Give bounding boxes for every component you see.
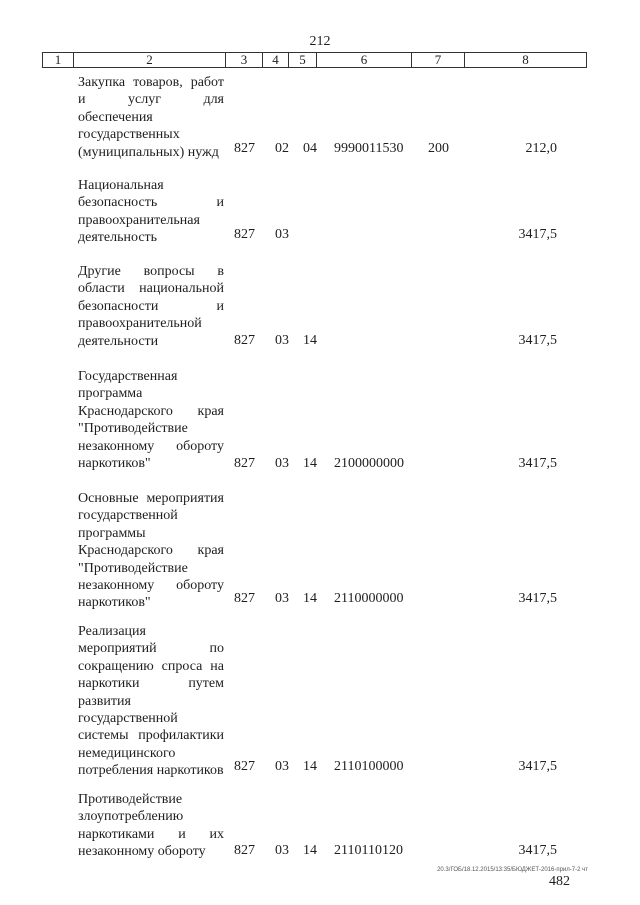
row-amount: 3417,5 <box>518 843 557 858</box>
row-amount: 3417,5 <box>518 759 557 774</box>
row-rz: 03 <box>275 591 289 606</box>
row-vr: 200 <box>428 141 449 156</box>
table-header <box>42 52 587 68</box>
row-pr: 04 <box>303 141 317 156</box>
row-ved: 827 <box>234 591 255 606</box>
row-rz: 02 <box>275 141 289 156</box>
sheet-number: 482 <box>549 874 570 889</box>
row-amount: 3417,5 <box>518 333 557 348</box>
header-col-6: 6 <box>317 53 412 67</box>
row-name: Национальная безопасность и правоохранительная деятельность <box>78 178 224 246</box>
row-ved: 827 <box>234 141 255 156</box>
header-col-2: 2 <box>74 53 226 67</box>
row-rz: 03 <box>275 759 289 774</box>
header-col-7: 7 <box>412 53 465 67</box>
row-csr: 2110000000 <box>334 591 404 606</box>
row-csr: 9990011530 <box>334 141 404 156</box>
row-name: Основные мероприятия государственной программы Краснодарского края "Противодействие незаконному обороту наркотиков" <box>78 491 224 611</box>
row-csr: 2100000000 <box>334 456 404 471</box>
header-col-3: 3 <box>226 53 263 67</box>
row-pr: 14 <box>303 759 317 774</box>
row-csr: 2110100000 <box>334 759 404 774</box>
header-col-8: 8 <box>522 52 529 67</box>
row-rz: 03 <box>275 227 289 242</box>
row-pr: 14 <box>303 843 317 858</box>
row-name: Закупка товаров, работ и услуг для обеспечения государственных (муниципальных) нужд <box>78 75 224 160</box>
row-name: Другие вопросы в области национальной безопасности и правоохранительной деятельности <box>78 264 224 349</box>
row-name: Реализация мероприятий по сокращению спроса на наркотики путем развития государственной системы профилактики немедицинского потребления наркотиков <box>78 624 224 779</box>
row-amount: 3417,5 <box>518 456 557 471</box>
row-name: Государственная программа Краснодарского края "Противодействие незаконному обороту наркотиков" <box>78 369 224 472</box>
row-rz: 03 <box>275 333 289 348</box>
row-ved: 827 <box>234 227 255 242</box>
row-pr: 14 <box>303 333 317 348</box>
header-col-1: 1 <box>43 53 74 67</box>
row-pr: 14 <box>303 456 317 471</box>
page-number: 212 <box>309 34 331 49</box>
header-col-5: 5 <box>289 53 317 67</box>
row-pr: 14 <box>303 591 317 606</box>
row-rz: 03 <box>275 456 289 471</box>
row-amount: 3417,5 <box>518 591 557 606</box>
row-ved: 827 <box>234 759 255 774</box>
header-col-4: 4 <box>263 53 289 67</box>
row-csr: 2110110120 <box>334 843 403 858</box>
row-ved: 827 <box>234 333 255 348</box>
row-name: Противодействие злоупотреблению наркотиками и их незаконному обороту <box>78 792 224 860</box>
footer-stamp: 20.3/ГОБ/18.12.2015/13:35/БЮДЖЕТ-2016-прил-7-2 чт <box>437 867 588 873</box>
row-amount: 3417,5 <box>518 227 557 242</box>
row-ved: 827 <box>234 456 255 471</box>
row-ved: 827 <box>234 843 255 858</box>
row-rz: 03 <box>275 843 289 858</box>
row-amount: 212,0 <box>525 141 557 156</box>
